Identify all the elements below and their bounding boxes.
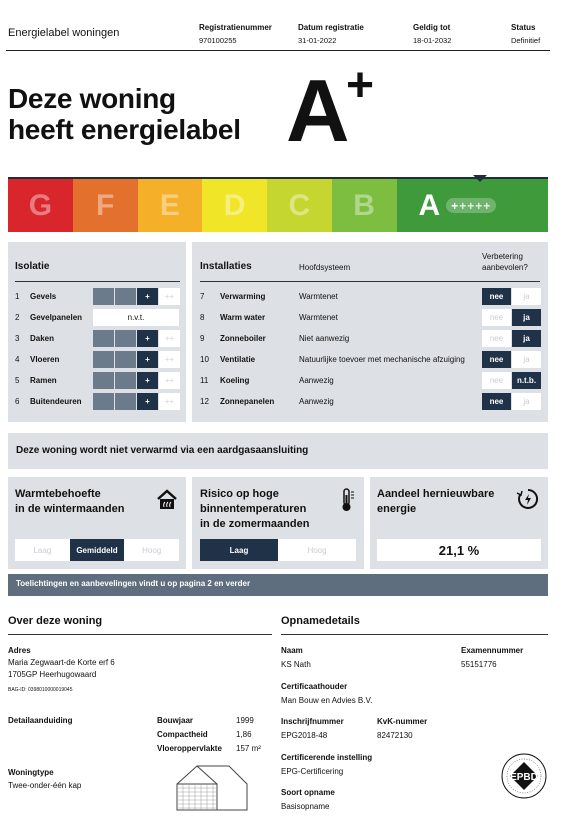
verbetering-toggle (482, 288, 541, 305)
house-heat-icon (156, 489, 178, 511)
label-c: C (267, 179, 332, 232)
hernieuwbaar-value: 21,1 % (377, 539, 541, 561)
woning-divider (8, 634, 272, 635)
rating-cells: n.v.t. (93, 309, 179, 326)
soort-opname-label: Soort opname (281, 788, 335, 797)
naam-label: Naam (281, 646, 303, 655)
instelling-label: Certificerende instelling (281, 753, 373, 762)
verbetering-nee: nee (482, 372, 511, 389)
opname-section-title: Opnamedetails (281, 615, 360, 627)
risico-panel (192, 477, 364, 569)
naam-value: KS Nath (281, 660, 311, 669)
installaties-panel (192, 242, 548, 422)
hoofdsysteem-header: Hoofdsysteem (299, 263, 351, 272)
hernieuwbaar-title: Aandeel hernieuwbare energie (377, 488, 495, 515)
risico-scale (200, 539, 356, 561)
examennummer-label: Examennummer (461, 646, 524, 655)
verbetering-nee: nee (482, 309, 511, 326)
warmte-laag: Laag (15, 539, 70, 561)
header-divider (6, 50, 550, 51)
certificaathouder-value: Man Bouw en Advies B.V. (281, 696, 373, 705)
verbetering-header: Verbetering aanbevolen? (482, 252, 528, 272)
detailaanduiding-label: Detailaanduiding (8, 716, 73, 725)
renewable-energy-icon (516, 487, 540, 511)
verbetering-nee: nee (482, 351, 511, 368)
installaties-rows (200, 288, 545, 410)
kvk-label: KvK-nummer (377, 717, 428, 726)
inschrijfnummer-value: EPG2018-48 (281, 731, 328, 740)
installatie-row: 7 Verwarming Warmtenet nee ja (200, 288, 545, 305)
hernieuwbaar-panel (370, 477, 548, 569)
toelichting-band: Toelichtingen en aanbevelingen vindt u op pagina 2 en verder (8, 574, 548, 596)
isolatie-divider (15, 281, 180, 282)
instelling-value: EPG-Certificering (281, 767, 344, 776)
kvk-value: 82472130 (377, 731, 413, 740)
energy-label-scale (8, 177, 548, 232)
compactheid-value: 1,86 (236, 730, 252, 739)
installaties-divider (200, 281, 540, 282)
soort-opname-value: Basisopname (281, 802, 330, 811)
verbetering-nee: nee (482, 393, 511, 410)
isolatie-rows (15, 288, 185, 410)
label-b: B (332, 179, 397, 232)
installatie-row: 12 Zonnepanelen Aanwezig nee ja (200, 393, 545, 410)
energy-label-plus: + (346, 59, 375, 112)
installaties-title: Installaties (200, 261, 252, 272)
isolatie-panel (8, 242, 186, 422)
verbetering-toggle (482, 393, 541, 410)
risico-hoog: Hoog (278, 539, 356, 561)
warmtebehoefte-panel (8, 477, 186, 569)
isolatie-row: 3 Daken + ++ (15, 330, 185, 347)
label-d: D (202, 179, 267, 232)
verbetering-toggle (482, 372, 541, 389)
rating-cells: + ++ (93, 351, 180, 368)
bouwjaar-label: Bouwjaar (157, 716, 194, 725)
certificaathouder-label: Certificaathouder (281, 682, 348, 691)
installatie-row: 10 Ventilatie Natuurlijke toevoer met mechanische afzuiging nee ja (200, 351, 545, 368)
warmte-gemiddeld: Gemiddeld (70, 539, 125, 561)
compactheid-label: Compactheid (157, 730, 208, 739)
woningtype-house-icon (175, 762, 249, 812)
woningtype-value: Twee-onder-één kap (8, 781, 82, 790)
active-label-marker (473, 175, 487, 182)
rating-cells: + ++ (93, 330, 180, 347)
adres-label: Adres (8, 646, 31, 655)
isolatie-title: Isolatie (15, 261, 50, 272)
verbetering-nee: nee (482, 330, 511, 347)
verbetering-ja: ja (512, 351, 541, 368)
isolatie-row: 5 Ramen + ++ (15, 372, 185, 389)
verbetering-toggle (482, 309, 541, 326)
isolatie-row: 2 Gevelpanelen n.v.t. (15, 309, 185, 326)
verbetering-ja: ja (512, 309, 541, 326)
geldig-tot: Geldig tot 18-01-2032 (413, 23, 452, 45)
installatie-row: 9 Zonneboiler Niet aanwezig nee ja (200, 330, 545, 347)
verbetering-ja: n.t.b. (512, 372, 541, 389)
verbetering-ja: ja (512, 393, 541, 410)
woning-section-title: Over deze woning (8, 615, 103, 627)
isolatie-row: 4 Vloeren + ++ (15, 351, 185, 368)
label-g: G (8, 179, 73, 232)
rating-cells: + ++ (93, 393, 180, 410)
thermometer-icon (338, 487, 356, 513)
verbetering-ja: ja (512, 330, 541, 347)
woningtype-label: Woningtype (8, 768, 54, 777)
adres-line1: Maria Zegwaart-de Korte erf 6 (8, 658, 115, 667)
rating-cells: + ++ (93, 372, 180, 389)
label-f: F (73, 179, 138, 232)
verbetering-ja: ja (512, 288, 541, 305)
warmtebehoefte-title: Warmtebehoefte in de wintermaanden (15, 488, 125, 515)
verbetering-toggle (482, 351, 541, 368)
risico-title: Risico op hoge binnentemperaturen in de zomermaanden (200, 488, 310, 530)
epbd-logo (500, 752, 548, 800)
bag-id: BAG-ID: 0398010000019045 (8, 687, 73, 693)
label-e: E (138, 179, 203, 232)
datum-registratie: Datum registratie 31-01-2022 (298, 23, 364, 45)
headline: Deze woning heeft energielabel (8, 83, 241, 145)
isolatie-row: 1 Gevels + ++ (15, 288, 185, 305)
rating-cells: + ++ (93, 288, 180, 305)
warmtebehoefte-scale (15, 539, 179, 561)
label-plus-indicator: + ++++ (446, 198, 496, 213)
verbetering-toggle (482, 330, 541, 347)
examennummer-value: 55151776 (461, 660, 497, 669)
installatie-row: 8 Warm water Warmtenet nee ja (200, 309, 545, 326)
inschrijfnummer-label: Inschrijfnummer (281, 717, 344, 726)
opname-divider (281, 634, 548, 635)
vloeroppervlakte-value: 157 m² (236, 744, 261, 753)
bouwjaar-value: 1999 (236, 716, 254, 725)
risico-laag: Laag (200, 539, 278, 561)
warmte-hoog: Hoog (124, 539, 179, 561)
epbd-logo-text: EPBD (510, 772, 538, 783)
verbetering-nee: nee (482, 288, 511, 305)
adres-line2: 1705GP Heerhugowaard (8, 670, 97, 679)
gas-notice-panel (8, 433, 548, 469)
document-title: Energielabel woningen (8, 27, 120, 39)
label-a-active: A + ++++ (397, 179, 549, 232)
isolatie-row: 6 Buitendeuren + ++ (15, 393, 185, 410)
installatie-row: 11 Koeling Aanwezig nee n.t.b. (200, 372, 545, 389)
registratienummer: Registratienummer 970100255 (199, 23, 272, 45)
vloeroppervlakte-label: Vloeroppervlakte (157, 744, 222, 753)
gas-notice: Deze woning wordt niet verwarmd via een aardgasaansluiting (16, 445, 309, 456)
status: Status Definitief (511, 23, 541, 45)
energy-label-letter: A (286, 61, 350, 160)
